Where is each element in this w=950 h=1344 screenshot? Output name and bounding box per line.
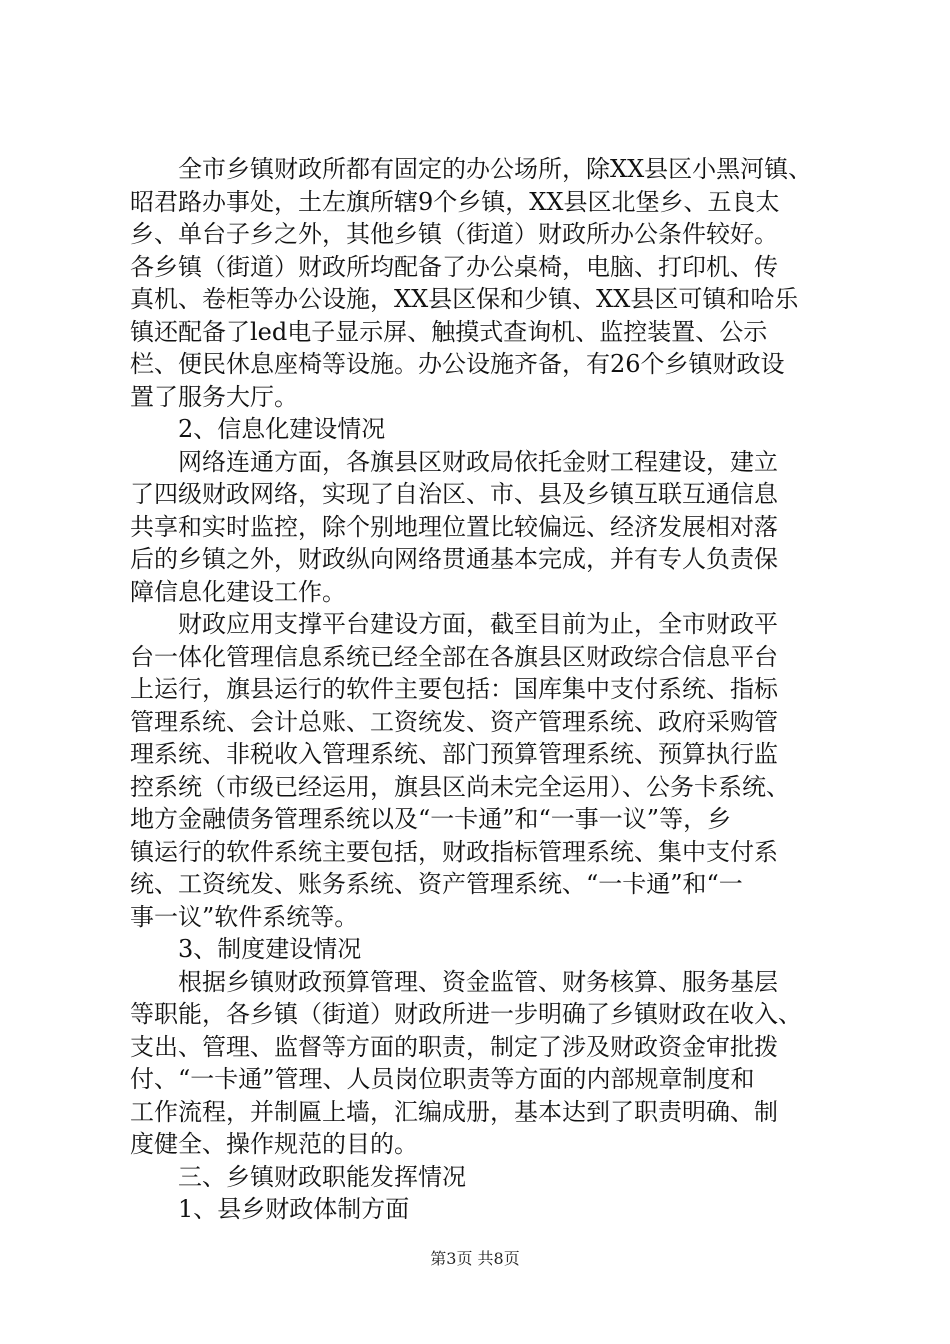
section-heading: 1、县乡财政体制方面 <box>178 1195 410 1223</box>
text-line: 乡、单台子乡之外，其他乡镇（街道）财政所办公条件较好。 <box>130 220 778 248</box>
section-heading: 3、制度建设情况 <box>178 935 362 963</box>
text-line: 管理系统、会计总账、工资统发、资产管理系统、政府采购管 <box>130 707 778 736</box>
text-line: 置了服务大厅。 <box>130 382 298 411</box>
text-line: 事一议”软件系统等。 <box>130 902 359 931</box>
text-line: 全市乡镇财政所都有固定的办公场所，除XX县区小黑河镇、 <box>178 155 813 183</box>
text-line: 台一体化管理信息系统已经全部在各旗县区财政综合信息平台 <box>130 642 778 671</box>
text-line: 支出、管理、监督等方面的职责，制定了涉及财政资金审批拨 <box>130 1032 778 1061</box>
text-line: 根据乡镇财政预算管理、资金监管、财务核算、服务基层 <box>178 967 778 996</box>
page-number: 第3页 共8页 <box>430 1249 520 1268</box>
text-line: 镇还配备了led电子显示屏、触摸式查询机、监控装置、公示 <box>130 317 768 346</box>
text-line: 真机、卷柜等办公设施，XX县区保和少镇、XX县区可镇和哈乐 <box>130 285 799 313</box>
text-line: 共享和实时监控，除个别地理位置比较偏远、经济发展相对落 <box>130 512 778 541</box>
text-line: 地方金融债务管理系统以及“一卡通”和“一事一议”等，乡 <box>130 805 732 833</box>
text-line: 财政应用支撑平台建设方面，截至目前为止，全市财政平 <box>178 610 778 638</box>
text-line: 工作流程，并制匾上墙，汇编成册，基本达到了职责明确、制 <box>130 1097 778 1126</box>
text-line: 障信息化建设工作。 <box>130 577 346 606</box>
section-heading: 2、信息化建设情况 <box>178 415 386 443</box>
text-line: 控系统（市级已经运用，旗县区尚未完全运用）、公务卡系统、 <box>130 772 790 801</box>
text-line: 统、工资统发、账务系统、资产管理系统、“一卡通”和“一 <box>130 870 743 898</box>
text-line: 度健全、操作规范的目的。 <box>130 1130 418 1158</box>
text-line: 了四级财政网络，实现了自治区、市、县及乡镇互联互通信息 <box>130 480 778 508</box>
text-line: 昭君路办事处，土左旗所辖9个乡镇，XX县区北堡乡、五良太 <box>130 187 780 216</box>
text-line: 栏、便民休息座椅等设施。办公设施齐备，有26个乡镇财政设 <box>130 350 785 378</box>
text-line: 各乡镇（街道）财政所均配备了办公桌椅，电脑、打印机、传 <box>130 252 778 281</box>
text-line: 理系统、非税收入管理系统、部门预算管理系统、预算执行监 <box>130 740 778 768</box>
text-line: 后的乡镇之外，财政纵向网络贯通基本完成，并有专人负责保 <box>130 545 778 573</box>
document-body <box>130 153 826 1226</box>
text-line: 上运行，旗县运行的软件主要包括：国库集中支付系统、指标 <box>130 675 778 703</box>
text-line: 付、“一卡通”管理、人员岗位职责等方面的内部规章制度和 <box>130 1065 755 1093</box>
text-line: 镇运行的软件系统主要包括，财政指标管理系统、集中支付系 <box>130 837 778 866</box>
text-line: 网络连通方面，各旗县区财政局依托金财工程建设，建立 <box>178 447 778 476</box>
text-line: 等职能，各乡镇（街道）财政所进一步明确了乡镇财政在收入、 <box>130 1000 802 1028</box>
section-heading: 三、乡镇财政职能发挥情况 <box>178 1162 466 1191</box>
